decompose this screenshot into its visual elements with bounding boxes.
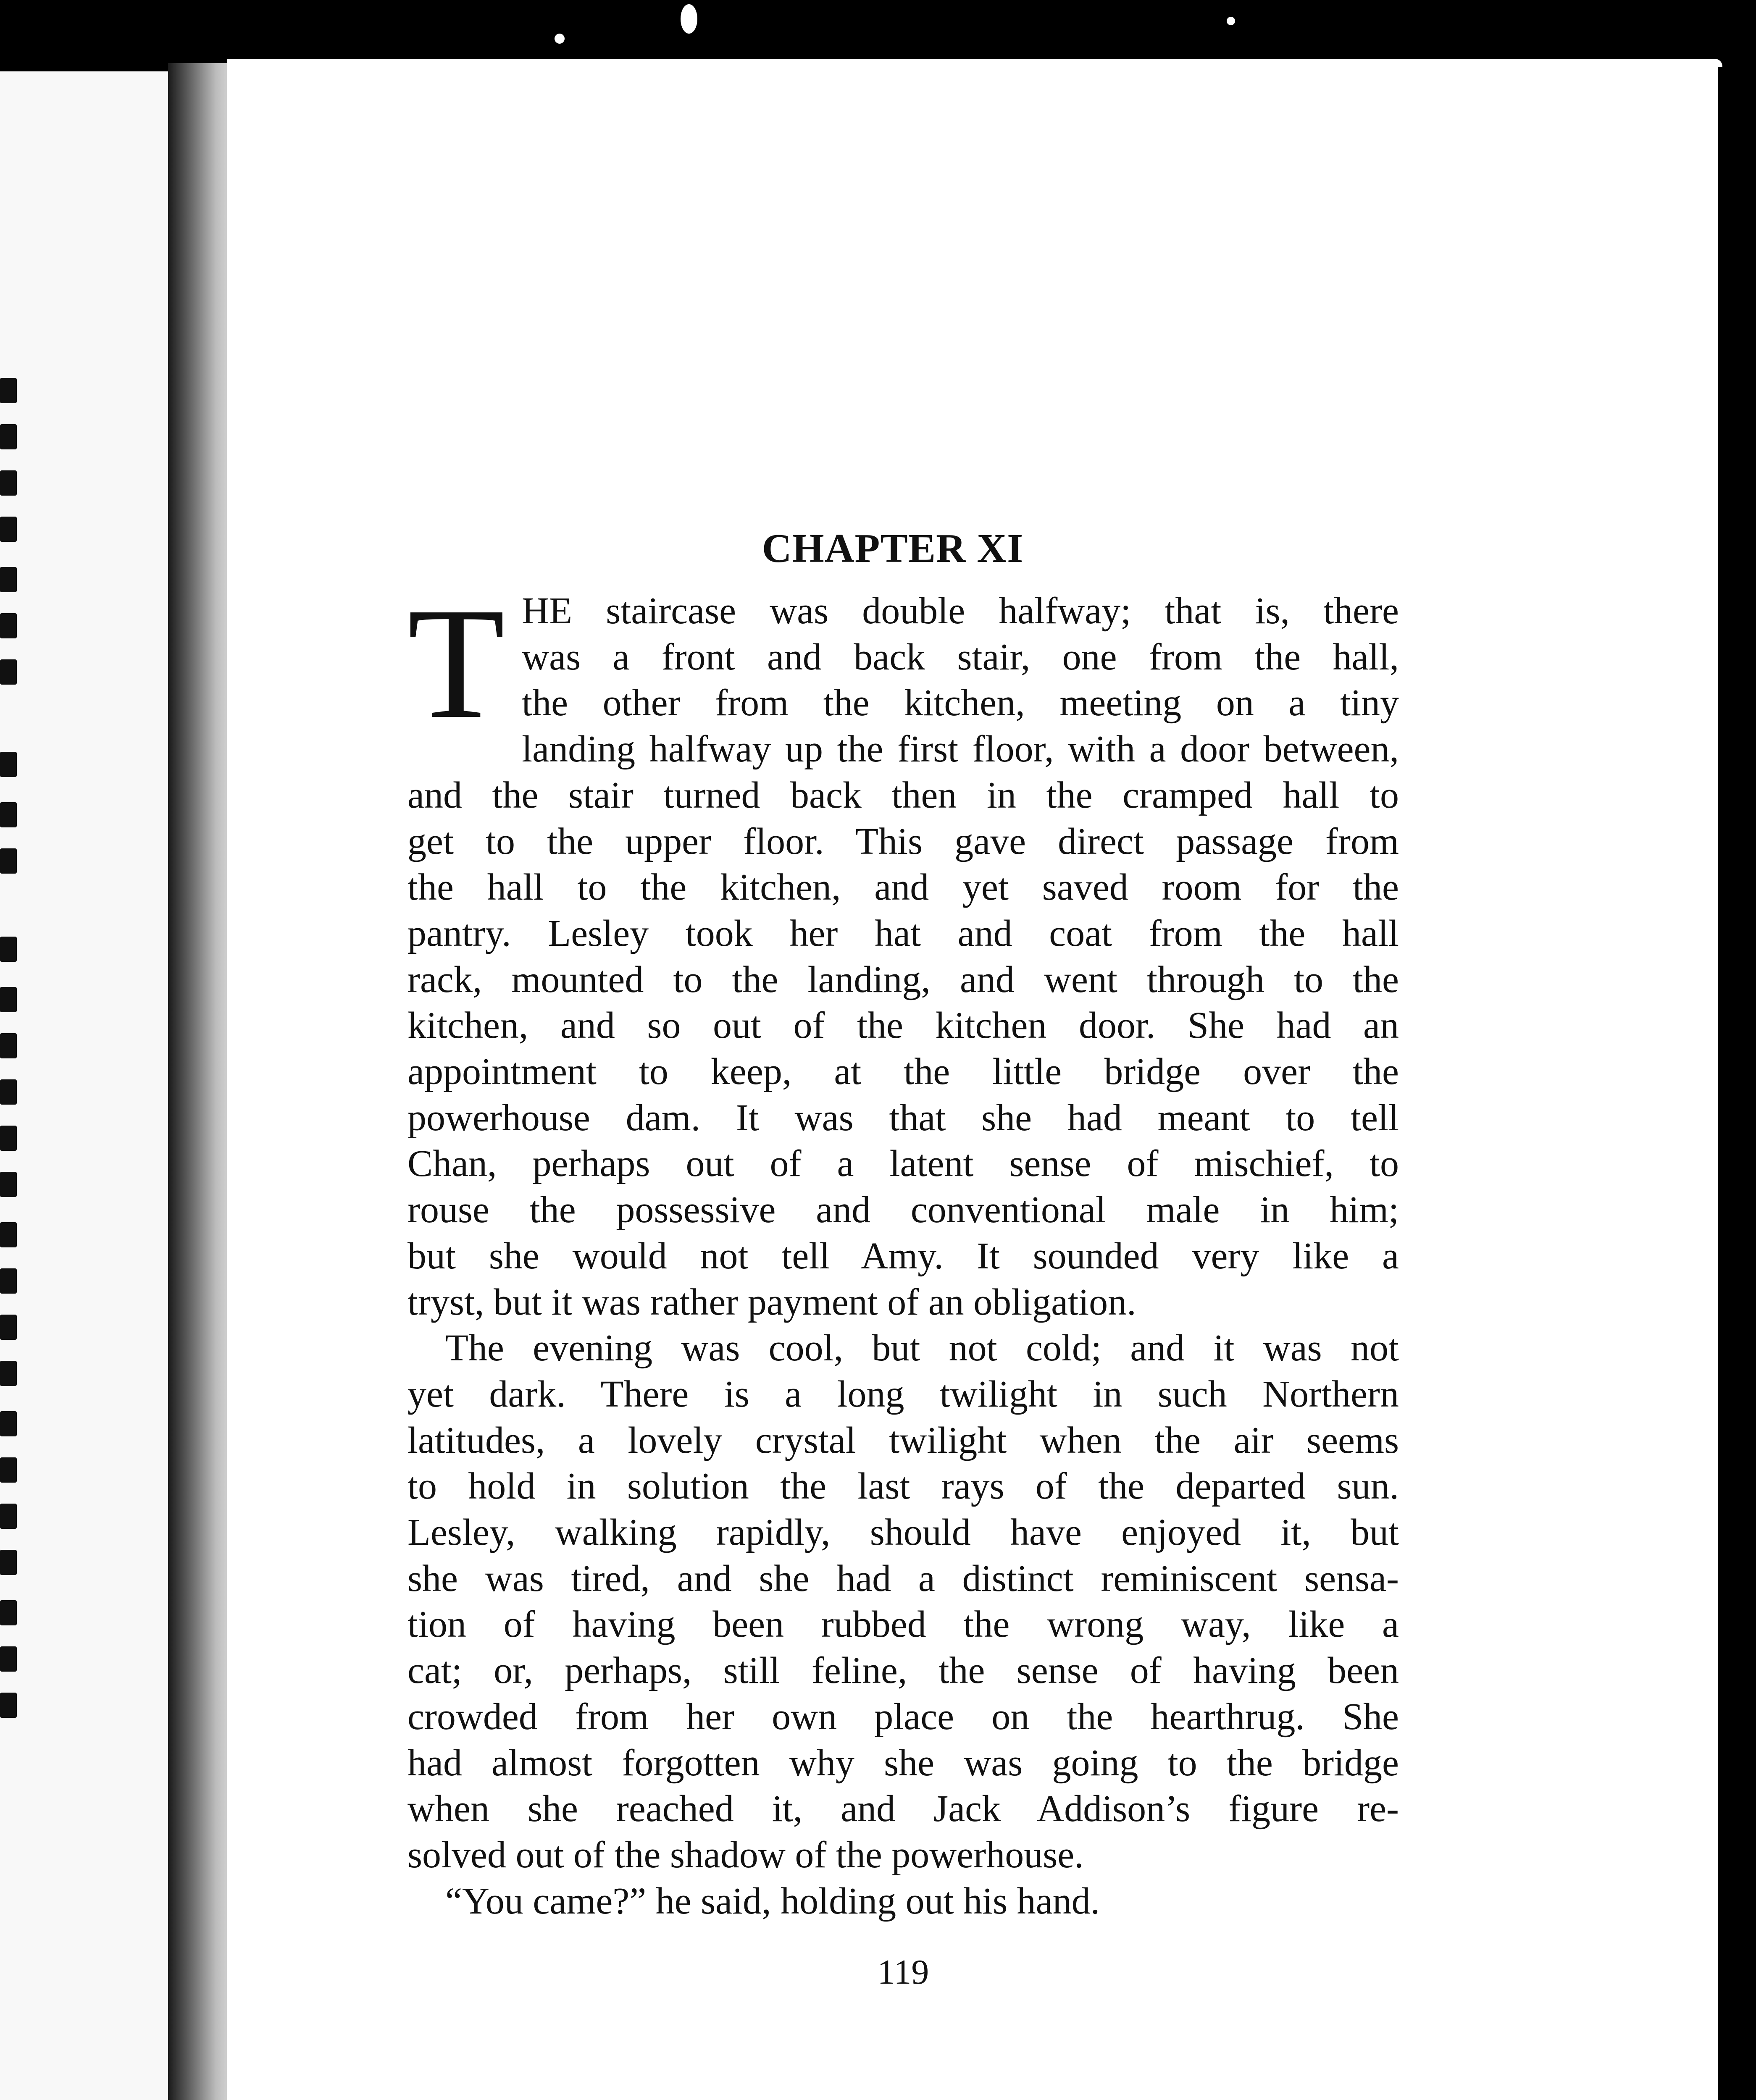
text-line: cat; or, perhaps, still feline, the sense of having been xyxy=(407,1650,1399,1692)
text-line: had almost forgotten why she was going to the bridge xyxy=(407,1742,1399,1784)
text-line: solved out of the shadow of the powerhouse. xyxy=(407,1834,1084,1876)
text-line: get to the upper floor. This gave direct passage from xyxy=(407,820,1399,862)
body-text xyxy=(407,575,1399,1995)
page-right-edge xyxy=(1718,67,1727,2100)
text-line: rack, mounted to the landing, and went through to the xyxy=(407,958,1399,1000)
text-line: Lesley, walking rapidly, should have enjoyed it, but xyxy=(407,1512,1399,1554)
text-line: appointment to keep, at the little bridge over the xyxy=(407,1051,1399,1093)
chapter-title: CHAPTER XI xyxy=(762,526,1024,571)
text-line: pantry. Lesley took her hat and coat from the hall xyxy=(407,912,1399,954)
facing-page-edge xyxy=(0,71,176,2100)
page-number: 119 xyxy=(877,1953,929,1992)
text-line: tion of having been rubbed the wrong way, like a xyxy=(407,1604,1399,1646)
paragraph-2 xyxy=(407,1325,1399,1878)
text-line: landing halfway up the first floor, with a door between, xyxy=(522,728,1399,770)
drop-cap: T xyxy=(407,575,505,752)
text-line: the hall to the kitchen, and yet saved room for the xyxy=(407,866,1399,908)
text-line: powerhouse dam. It was that she had meant to tell xyxy=(407,1097,1399,1139)
text-line: yet dark. There is a long twilight in such Northern xyxy=(407,1373,1399,1415)
text-line: and the stair turned back then in the cramped hall to xyxy=(407,774,1399,816)
scan-speck xyxy=(555,34,565,44)
paragraph-3 xyxy=(407,1878,1399,1924)
text-line: HE staircase was double halfway; that is, there xyxy=(522,590,1399,632)
text-line: was a front and back stair, one from the hall, xyxy=(522,636,1399,678)
text-line: “You came?” he said, holding out his hand. xyxy=(445,1880,1100,1922)
scan-speck xyxy=(681,4,697,34)
text-line: but she would not tell Amy. It sounded very like a xyxy=(407,1235,1399,1277)
text-line: crowded from her own place on the hearthrug. She xyxy=(407,1696,1399,1738)
text-line: she was tired, and she had a distinct reminiscent sensa- xyxy=(407,1557,1399,1599)
text-line: when she reached it, and Jack Addison’s figure re- xyxy=(407,1788,1399,1830)
scan-speck xyxy=(1227,17,1235,25)
text-line: tryst, but it was rather payment of an obligation. xyxy=(407,1281,1136,1323)
text-line: the other from the kitchen, meeting on a tiny xyxy=(522,682,1399,724)
text-line: to hold in solution the last rays of the departed sun. xyxy=(407,1465,1399,1507)
paragraph-1 xyxy=(407,575,1399,1325)
text-line: rouse the possessive and conventional male in him; xyxy=(407,1189,1399,1231)
text-line: kitchen, and so out of the kitchen door. She had an xyxy=(407,1005,1399,1047)
text-line: The evening was cool, but not cold; and it was not xyxy=(445,1327,1399,1369)
text-line: latitudes, a lovely crystal twilight when the air seems xyxy=(407,1419,1399,1461)
text-line: Chan, perhaps out of a latent sense of mischief, to xyxy=(407,1143,1399,1185)
